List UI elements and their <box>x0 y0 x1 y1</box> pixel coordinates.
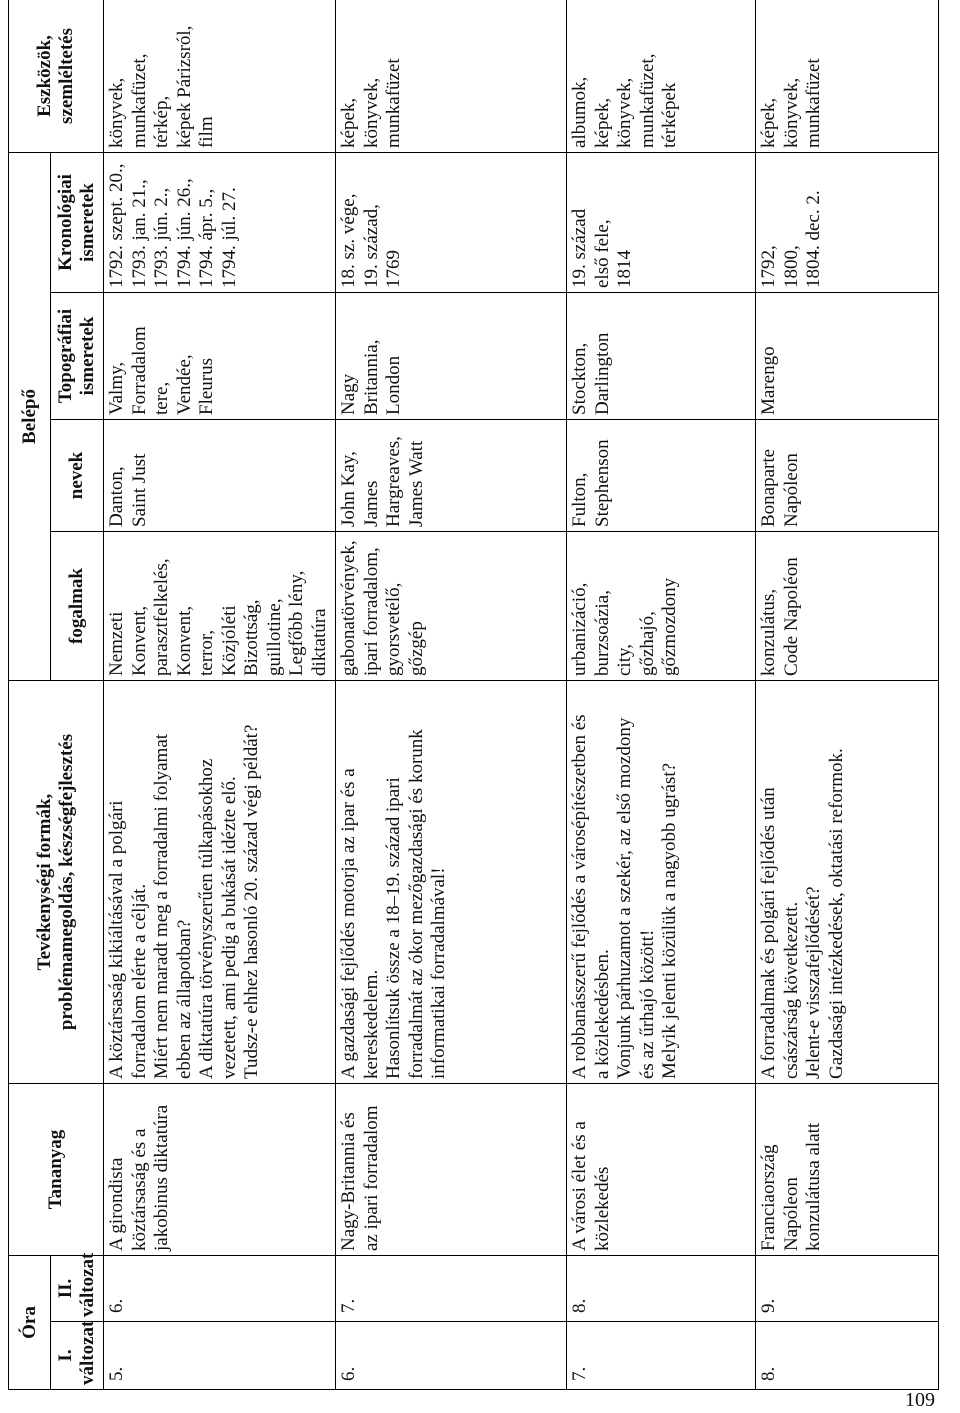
cell-nevek: Bonaparte Napóleon <box>756 420 939 532</box>
cell-topografiai: Nagy Britannia, London <box>336 293 567 420</box>
cell-kronologiai: 1792, 1800, 1804. dec. 2. <box>756 152 939 292</box>
cell-valtozat-1: 5. <box>104 1322 336 1390</box>
cell-eszkozok: képek, könyvek, munkafüzet <box>336 0 567 152</box>
table-row <box>336 0 567 1390</box>
header-valtozat-2: II. változat <box>51 1256 104 1322</box>
header-belepo: Belépő <box>9 152 51 680</box>
cell-tevekenyseg: A robbanásszerű fejlődés a városépítészetben és a közlekedésben. Vonjunk párhuzamot a szekér, az első mozdony és az űrhajó között! Melyik jelenti közülük a nagyobb ugrást? <box>567 681 756 1084</box>
cell-eszkozok: albumok, képek, könyvek, munkafüzet, térképek <box>567 0 756 152</box>
cell-fogalmak: gabonatörvények, ipari forradalom, gyorsvetélő, gőzgép <box>336 532 567 681</box>
cell-valtozat-2: 8. <box>567 1256 756 1322</box>
header-kronologiai: Kronológiai ismeretek <box>51 152 104 292</box>
table-row <box>104 0 336 1390</box>
header-tevekenyseg: Tevékenységi formák, problémamegoldás, készségfejlesztés <box>9 681 104 1084</box>
cell-tevekenyseg: A köztársaság kikiáltásával a polgári forradalom elérte a célját. Miért nem maradt meg a forradalmi folyamat ebben az állapotban? A diktatúra törvényszerűen túlkapásokhoz vezetett, ami pedig a bukását idézte elő. Tudsz-e ehhez hasonló 20. század végi példát? <box>104 681 336 1084</box>
cell-valtozat-2: 6. <box>104 1256 336 1322</box>
cell-valtozat-1: 8. <box>756 1322 939 1390</box>
cell-nevek: Danton, Saint Just <box>104 420 336 532</box>
cell-eszkozok: könyvek, munkafüzet, térkép, képek Párizsról, film <box>104 0 336 152</box>
lesson-plan-table <box>8 0 939 1390</box>
cell-valtozat-2: 9. <box>756 1256 939 1322</box>
cell-tananyag: Nagy-Britannia és az ipari forradalom <box>336 1084 567 1256</box>
cell-topografiai: Valmy, Forradalom tere, Vendée, Fleurus <box>104 293 336 420</box>
cell-fogalmak: urbanizáció, burzsoázia, city, gőzhajó, gőzmozdony <box>567 532 756 681</box>
header-tananyag: Tananyag <box>9 1084 104 1256</box>
cell-valtozat-1: 7. <box>567 1322 756 1390</box>
cell-fogalmak: konzulátus, Code Napoléon <box>756 532 939 681</box>
cell-kronologiai: 19. század első fele, 1814 <box>567 152 756 292</box>
header-nevek: nevek <box>51 420 104 532</box>
cell-valtozat-2: 7. <box>336 1256 567 1322</box>
cell-tananyag: A városi élet és a közlekedés <box>567 1084 756 1256</box>
table-row <box>567 0 756 1390</box>
cell-kronologiai: 18. sz. vége, 19. század, 1769 <box>336 152 567 292</box>
header-topografiai: Topográfiai ismeretek <box>51 293 104 420</box>
cell-topografiai: Marengo <box>756 293 939 420</box>
cell-nevek: John Kay, James Hargreaves, James Watt <box>336 420 567 532</box>
cell-tananyag: A girondista köztársaság és a jakobinus diktatúra <box>104 1084 336 1256</box>
table-row <box>756 0 939 1390</box>
cell-tevekenyseg: A forradalmak és polgári fejlődés után császárság következett. Jelent-e visszafejlődését? Gazdasági intézkedések, oktatási reformok. <box>756 681 939 1084</box>
header-ora: Óra <box>9 1256 51 1390</box>
cell-nevek: Fulton, Stephenson <box>567 420 756 532</box>
cell-eszkozok: képek, könyvek, munkafüzet <box>756 0 939 152</box>
cell-tananyag: Franciaország Napóleon konzulátusa alatt <box>756 1084 939 1256</box>
cell-kronologiai: 1792. szept. 20., 1793. jan. 21., 1793. jún. 2., 1794. jún. 26., 1794. ápr. 5., 1794. júl. 27. <box>104 152 336 292</box>
header-eszkozok: Eszközök, szemléltetés <box>9 0 104 152</box>
cell-valtozat-1: 6. <box>336 1322 567 1390</box>
header-valtozat-1: I. változat <box>51 1322 104 1390</box>
cell-tevekenyseg: A gazdasági fejlődés motorja az ipar és a kereskedelem. Hasonlítsuk össze a 18–19. század ipari forradalmát az ókor mezőgazdasági és korunk informatikai forradalmával! <box>336 681 567 1084</box>
cell-topografiai: Stockton, Darlington <box>567 293 756 420</box>
page-number: 109 <box>905 1389 935 1411</box>
header-fogalmak: fogalmak <box>51 532 104 681</box>
cell-fogalmak: Nemzeti Konvent, parasztfelkelés, Konvent, terror, Közjóléti Bizottság, guillotine, Legfőbb lény, diktatúra <box>104 532 336 681</box>
